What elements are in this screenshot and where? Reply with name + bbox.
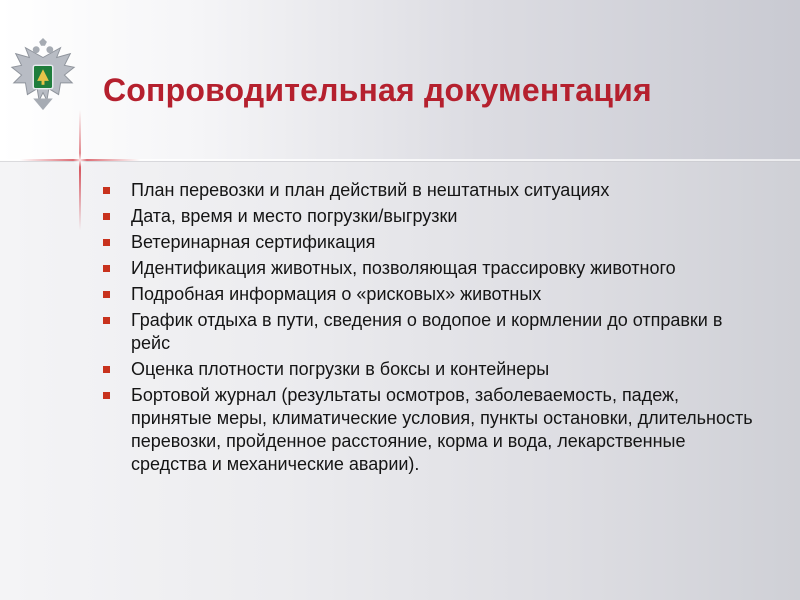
list-item-text: Идентификация животных, позволяющая трассировку животного	[131, 258, 676, 278]
list-item	[103, 358, 763, 381]
slide-title: Сопроводительная документация	[103, 72, 652, 108]
list-item-text: Ветеринарная сертификация	[131, 232, 376, 252]
list-item-text: Дата, время и место погрузки/выгрузки	[131, 206, 458, 226]
list-item	[103, 231, 763, 254]
list-item	[103, 205, 763, 228]
list-item	[103, 309, 763, 355]
list-item	[103, 257, 763, 280]
bullet-square-icon	[103, 291, 110, 298]
bullet-square-icon	[103, 392, 110, 399]
bullet-square-icon	[103, 366, 110, 373]
header-divider	[0, 159, 800, 161]
list-item-text: Оценка плотности погрузки в боксы и контейнеры	[131, 359, 550, 379]
coat-of-arms-eagle-icon	[4, 38, 82, 116]
bullet-square-icon	[103, 213, 110, 220]
list-item-text: Подробная информация о «рисковых» животных	[131, 284, 542, 304]
bullet-square-icon	[103, 317, 110, 324]
list-item	[103, 179, 763, 202]
list-item	[103, 283, 763, 306]
bullet-square-icon	[103, 239, 110, 246]
bullet-square-icon	[103, 187, 110, 194]
bullet-list	[103, 179, 763, 479]
bullet-square-icon	[103, 265, 110, 272]
list-item	[103, 384, 763, 476]
list-item-text: План перевозки и план действий в нештатных ситуациях	[131, 180, 610, 200]
list-item-text: График отдыха в пути, сведения о водопое и кормлении до отправки в рейс	[131, 310, 723, 353]
list-item-text: Бортовой журнал (результаты осмотров, заболеваемость, падеж, принятые меры, климатические условия, пункты остановки, длительность перевозки, пройденное расстояние, корма и вода, лекарственные средства и механические аварии).	[131, 385, 753, 474]
